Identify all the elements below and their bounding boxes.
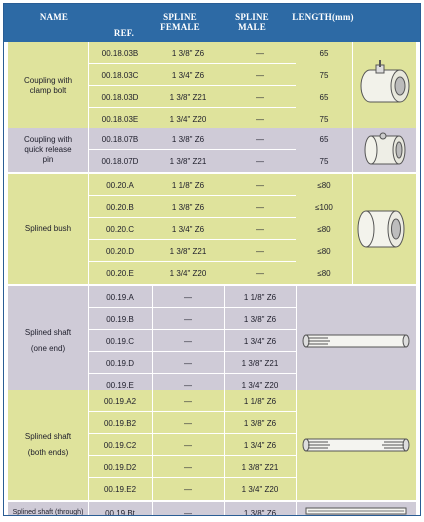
cell-female: 1 3/4" Z20 xyxy=(169,268,207,278)
cell-ref: 00.19.D xyxy=(105,358,135,368)
header-spline-female: SPLINE FEMALE xyxy=(160,12,200,32)
cell-ref: 00.20.A xyxy=(106,180,134,190)
cell-length: 75 xyxy=(319,70,329,80)
cell-ref: 00.19.C xyxy=(105,336,135,346)
cell-male: — xyxy=(256,180,264,190)
group-name-line: Splined shaft xyxy=(24,432,72,441)
splined-bush-icon xyxy=(354,201,414,257)
cell-ref: 00.18.07B xyxy=(101,134,139,144)
cell-female: 1 3/8" Z6 xyxy=(171,202,205,212)
group-splined-bush xyxy=(8,174,416,284)
cell-ref: 00.19.C2 xyxy=(103,440,137,450)
quick-release-coupling-drawing xyxy=(352,128,416,172)
table-row xyxy=(88,286,416,308)
cell-female: — xyxy=(184,440,192,450)
cell-length: 65 xyxy=(319,48,329,58)
splined-shaft-one-end-drawing xyxy=(298,316,414,366)
cell-male: 1 1/8" Z6 xyxy=(243,292,277,302)
cell-male: — xyxy=(256,202,264,212)
cell-ref: 00.19.E xyxy=(106,380,134,390)
header-length: LENGTH(mm) xyxy=(292,12,354,22)
cell-female: 1 3/8" Z21 xyxy=(169,156,207,166)
group-name xyxy=(8,390,88,500)
cell-male: 1 3/8" Z6 xyxy=(243,314,277,324)
table-row xyxy=(88,478,416,500)
splined-shaft-both-ends-drawing xyxy=(298,420,414,470)
cell-male: 1 3/4" Z6 xyxy=(243,440,277,450)
group-name-line: Coupling with xyxy=(23,135,73,144)
cell-length: 65 xyxy=(319,134,329,144)
cell-ref: 00.20.B xyxy=(106,202,134,212)
cell-length: ≤80 xyxy=(317,268,331,278)
coupling-pin-icon xyxy=(359,130,409,170)
cell-ref: 00.18.03D xyxy=(101,92,139,102)
cell-ref: 00.19.D2 xyxy=(103,462,137,472)
group-name-line: Splined shaft xyxy=(24,328,72,337)
cell-female: 1 3/4" Z6 xyxy=(171,224,205,234)
cell-male: — xyxy=(256,224,264,234)
group-name-line: clamp bolt xyxy=(29,86,67,95)
cell-ref: 00.20.C xyxy=(105,224,135,234)
group-splined-shaft-through xyxy=(8,502,416,516)
cell-male: 1 3/4" Z20 xyxy=(241,484,279,494)
group-splined-shaft-both-ends xyxy=(8,390,416,500)
group-name: Splined bush xyxy=(24,224,72,233)
cell-female: — xyxy=(184,336,192,346)
group-clamp-bolt-coupling xyxy=(8,42,416,130)
through-splined-shaft-icon xyxy=(300,506,412,516)
group-quick-release-coupling xyxy=(8,128,416,172)
cell-ref: 00.20.D xyxy=(105,246,135,256)
cell-male: 1 3/8" Z21 xyxy=(241,462,279,472)
group-name xyxy=(8,286,88,396)
double-splined-shaft-icon xyxy=(300,433,412,457)
cell-female: — xyxy=(184,396,192,406)
cell-ref: 00.19.B2 xyxy=(103,418,137,428)
cell-female: 1 3/8" Z6 xyxy=(171,134,205,144)
cell-female: 1 3/4" Z6 xyxy=(171,70,205,80)
cell-female: — xyxy=(184,462,192,472)
cell-female: 1 3/8" Z6 xyxy=(171,48,205,58)
cell-female: 1 3/4" Z20 xyxy=(169,114,207,124)
cell-male: — xyxy=(256,134,264,144)
cell-female: 1 1/8" Z6 xyxy=(171,180,205,190)
splined-shaft-icon xyxy=(300,329,412,353)
cell-male: — xyxy=(256,92,264,102)
group-name-line: pin xyxy=(42,155,54,164)
cell-ref: 00.18.03C xyxy=(101,70,139,80)
cell-ref: 00.20.E xyxy=(106,268,134,278)
cell-ref: 00.18.03E xyxy=(101,114,139,124)
cell-female: — xyxy=(184,508,192,516)
cell-length: ≤80 xyxy=(317,224,331,234)
group-name-line: (one end) xyxy=(30,344,66,353)
cell-male: — xyxy=(256,268,264,278)
cell-length: ≤80 xyxy=(317,246,331,256)
splined-shaft-through-drawing xyxy=(298,504,414,516)
cell-male: — xyxy=(256,48,264,58)
group-splined-shaft-one-end xyxy=(8,286,416,396)
cell-female: 1 3/8" Z21 xyxy=(169,246,207,256)
cell-length: ≤100 xyxy=(315,202,333,212)
cell-male: — xyxy=(256,114,264,124)
cell-female: — xyxy=(184,418,192,428)
cell-male: — xyxy=(256,246,264,256)
coupling-clamp-icon xyxy=(354,56,414,116)
cell-male: 1 3/8" Z6 xyxy=(243,418,277,428)
group-name-line: Coupling with xyxy=(23,76,73,85)
clamp-bolt-coupling-drawing xyxy=(352,42,416,130)
group-name xyxy=(8,128,88,172)
splined-bush-drawing xyxy=(352,174,416,284)
group-name-line: (both ends) xyxy=(27,448,69,457)
cell-length: 65 xyxy=(319,92,329,102)
cell-ref: 00.18.07D xyxy=(101,156,139,166)
catalog-table xyxy=(3,3,421,516)
cell-ref: 00.19.B xyxy=(106,314,134,324)
cell-ref: 00.19.A xyxy=(106,292,134,302)
group-name-line: quick release xyxy=(24,145,72,154)
group-name xyxy=(8,42,88,130)
cell-male: — xyxy=(256,70,264,80)
cell-male: — xyxy=(256,156,264,166)
cell-female: — xyxy=(184,358,192,368)
cell-female: — xyxy=(184,380,192,390)
cell-male: 1 3/4" Z6 xyxy=(243,336,277,346)
cell-length: ≤80 xyxy=(317,180,331,190)
cell-female: — xyxy=(184,292,192,302)
cell-female: — xyxy=(184,314,192,324)
header-name: NAME xyxy=(39,12,69,22)
table-header xyxy=(4,4,420,42)
cell-female: — xyxy=(184,484,192,494)
cell-ref: 00.19.Bt xyxy=(105,508,135,516)
group-name: Splined shaft (through) xyxy=(12,509,84,516)
cell-ref: 00.19.A2 xyxy=(103,396,137,406)
cell-male: 1 3/8" Z21 xyxy=(241,358,279,368)
cell-female: 1 3/8" Z21 xyxy=(169,92,207,102)
table-row xyxy=(88,390,416,412)
cell-male: 1 3/8" Z6 xyxy=(243,508,277,516)
cell-ref: 00.19.E2 xyxy=(103,484,137,494)
cell-length: 75 xyxy=(319,156,329,166)
header-ref: REF. xyxy=(113,28,135,38)
cell-male: 1 1/8" Z6 xyxy=(243,396,277,406)
header-spline-male: SPLINE MALE xyxy=(235,12,269,32)
cell-male: 1 3/4" Z20 xyxy=(241,380,279,390)
cell-length: 75 xyxy=(319,114,329,124)
cell-ref: 00.18.03B xyxy=(101,48,139,58)
